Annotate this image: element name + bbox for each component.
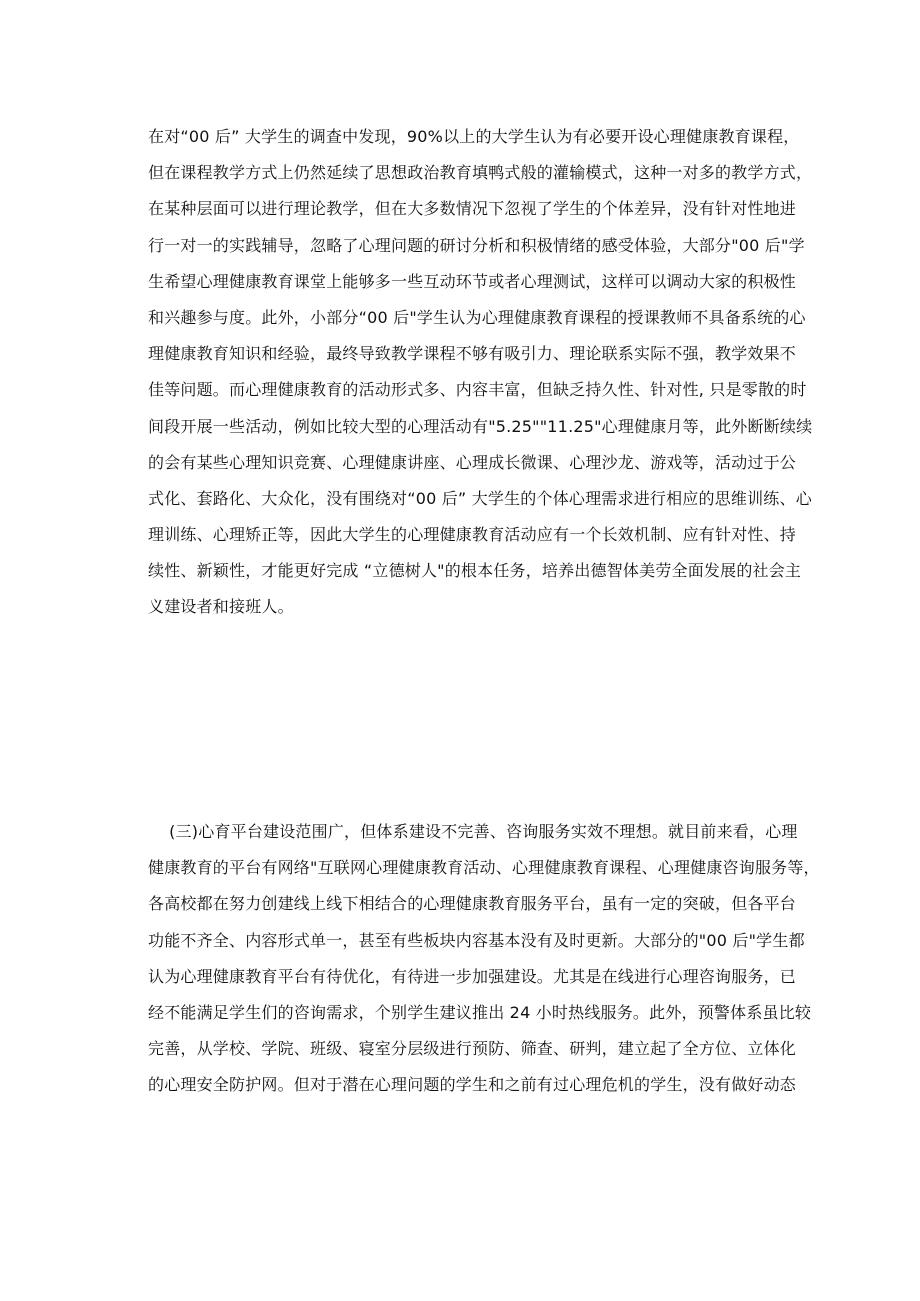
text-line: 的会有某些心理知识竞赛、心理健康讲座、心理成长微课、心理沙龙、游戏等，活动过于公 xyxy=(148,452,797,472)
text-line: 在对“00 后” 大学生的调查中发现，90%以上的大学生认为有必要开设心理健康教育课程， xyxy=(148,127,800,146)
text-line: 认为心理健康教育平台有待优化，有待进一步加强建设。尤其是在线进行心理咨询服务，已 xyxy=(148,966,797,986)
text-line: 义建设者和接班人。 xyxy=(148,597,294,617)
text-line: 经不能满足学生们的咨询需求，个别学生建议推出 24 小时热线服务。此外，预警体系虽比较 xyxy=(148,1002,812,1022)
text-line: 在某种层面可以进行理论教学，但在大多数情况下忽视了学生的个体差异，没有针对性地进 xyxy=(148,199,797,219)
paragraph-survey-findings xyxy=(148,127,813,634)
text-line: 功能不齐全、内容形式单一，甚至有些板块内容基本没有及时更新。大部分的"00 后"学生都 xyxy=(148,930,805,950)
text-line: 完善，从学校、学院、班级、寝室分层级进行预防、筛查、研判，建立起了全方位、立体化 xyxy=(148,1039,797,1059)
text-line: 生希望心理健康教育课堂上能够多一些互动环节或者心理测试，这样可以调动大家的积极性 xyxy=(148,271,797,291)
text-line: 间段开展一些活动，例如比较大型的心理活动有"5.25""11.25"心理健康月等，此外断断续续 xyxy=(148,416,813,436)
text-line: 的心理安全防护网。但对于潜在心理问题的学生和之前有过心理危机的学生，没有做好动态 xyxy=(148,1075,797,1095)
text-line: 健康教育的平台有网络"互联网心理健康教育活动、心理健康教育课程、心理健康咨询服务等， xyxy=(148,858,820,878)
text-line: 佳等问题。而心理健康教育的活动形式多、内容丰富，但缺乏持久性、针对性, 只是零散的时 xyxy=(148,380,807,400)
text-line: 行一对一的实践辅导，忽略了心理问题的研讨分析和积极情绪的感受体验，大部分"00 后"学 xyxy=(148,235,805,255)
text-line: (三)心育平台建设范围广，但体系建设不完善、咨询服务实效不理想。就目前来看，心理 xyxy=(148,822,798,841)
text-line: 续性、新颖性，才能更好完成 “立德树人"的根本任务，培养出德智体美劳全面发展的社会主 xyxy=(148,561,802,581)
text-line: 理健康教育知识和经验，最终导致教学课程不够有吸引力、理论联系实际不强，教学效果不 xyxy=(148,344,797,364)
text-line: 理训练、心理矫正等，因此大学生的心理健康教育活动应有一个长效机制、应有针对性、持 xyxy=(148,525,797,545)
text-line: 各高校都在努力创建线上线下相结合的心理健康教育服务平台，虽有一定的突破，但各平台 xyxy=(148,894,797,914)
text-line: 式化、套路化、大众化，没有围绕对“00 后” 大学生的个体心理需求进行相应的思维训练、心 xyxy=(148,488,812,508)
paragraph-platform-construction xyxy=(148,822,820,1112)
text-line: 和兴趣参与度。此外，小部分“00 后"学生认为心理健康教育课程的授课教师不具备系统的心 xyxy=(148,307,806,327)
text-line: 但在课程教学方式上仍然延续了思想政治教育填鸭式般的灌输模式，这种一对多的教学方式， xyxy=(148,163,813,183)
